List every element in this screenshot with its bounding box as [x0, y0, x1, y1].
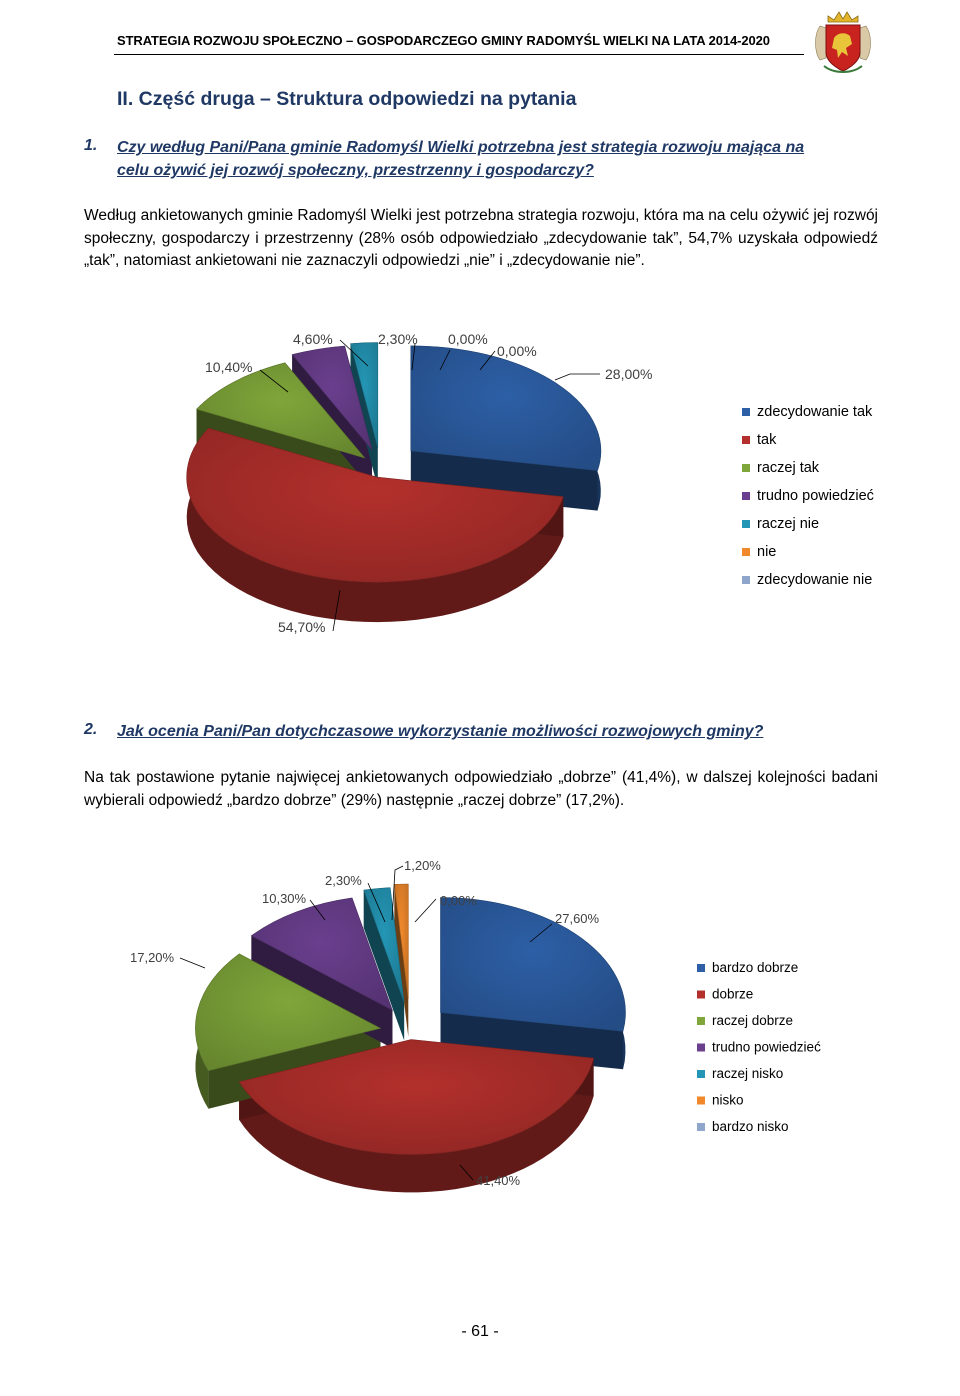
header-divider [114, 54, 804, 55]
chart-1-legend-item: zdecydowanie nie [757, 572, 873, 588]
chart-2-legend-swatch [697, 1123, 705, 1131]
chart-1-data-label: 0,00% [448, 331, 488, 347]
chart-1-legend-item: raczej tak [757, 460, 820, 476]
question-1-paragraph: Według ankietowanych gminie Radomyśl Wielki jest potrzebna strategia rozwoju, która ma na celu ożywić jej rozwój społeczny, gospodarczy i przestrzenny (28% osób odpowiedziało „zdecydowanie tak”, 54,7% uzyskała odpowiedź „tak”, natomiast ankietowani nie zaznaczyli odpowiedzi „nie” i „zdecydowanie nie”. [84, 207, 879, 269]
chart-1-data-label: 0,00% [497, 343, 537, 359]
page-number: - 61 - [461, 1323, 499, 1340]
chart-2-legend-item: bardzo nisko [712, 1119, 789, 1134]
question-1-number: 1. [84, 137, 98, 154]
chart-2-data-label: 17,20% [130, 950, 175, 965]
chart-1-slice-zdecydowanie-tak [411, 346, 601, 471]
chart-2-legend-item: trudno powiedzieć [712, 1039, 821, 1055]
chart-1-data-label: 4,60% [293, 331, 333, 347]
chart-2-legend-item: bardzo dobrze [712, 960, 799, 975]
chart-1-legend-swatch [742, 520, 750, 528]
chart-1-data-label: 54,70% [278, 619, 326, 635]
chart-2-legend-swatch [697, 1070, 705, 1078]
chart-2-data-label: 2,30% [325, 873, 362, 888]
chart-2-data-label: 10,30% [262, 891, 307, 906]
chart-1-legend-item: nie [757, 544, 777, 560]
chart-2-legend-item: dobrze [712, 986, 754, 1002]
chart-1-legend-swatch [742, 436, 750, 444]
chart-1-legend-item: tak [757, 432, 777, 448]
chart-2-legend-swatch [697, 1044, 705, 1052]
chart-2-legend-swatch [697, 991, 705, 999]
chart-1 [150, 320, 910, 650]
chart-2-legend-item: nisko [712, 1092, 744, 1108]
chart-2-legend-swatch [697, 1017, 705, 1025]
chart-2-legend-item: raczej nisko [712, 1066, 784, 1081]
chart-2-data-label: 1,20% [404, 858, 441, 873]
chart-2-legend-item: raczej dobrze [712, 1013, 794, 1028]
chart-2-data-label: 0,00% [440, 893, 477, 908]
chart-1-legend-swatch [742, 548, 750, 556]
question-2-paragraph: Na tak postawione pytanie najwięcej ankietowanych odpowiedziało „dobrze” (41,4%), w dalszej kolejności badani wybierali odpowiedź „bardzo dobrze” (29%) następnie „raczej dobrze” (17,2%). [84, 769, 878, 809]
document-header-title: STRATEGIA ROZWOJU SPOŁECZNO – GOSPODARCZEGO GMINY RADOMYŚL WIELKI NA LATA 2014-2020 [117, 33, 770, 48]
chart-1-legend-swatch [742, 408, 750, 416]
question-1-text-line1: Czy według Pani/Pana gminie Radomyśl Wielki potrzebna jest strategia rozwoju mająca na [117, 139, 805, 156]
chart-2-leader-line [415, 899, 436, 922]
coat-of-arms-logo [812, 8, 874, 78]
chart-1-data-label: 28,00% [605, 366, 653, 382]
chart-1-legend [742, 404, 874, 588]
chart-2-data-label: 41,40% [476, 1173, 521, 1188]
chart-2-data-label: 27,60% [555, 911, 600, 926]
chart-2 [110, 850, 870, 1200]
question-2-text: Jak ocenia Pani/Pan dotychczasowe wykorzystanie możliwości rozwojowych gminy? [117, 723, 764, 740]
chart-1-data-label: 2,30% [378, 331, 418, 347]
chart-2-legend [697, 960, 821, 1134]
chart-2-leader-line [180, 958, 205, 968]
chart-1-legend-swatch [742, 492, 750, 500]
chart-1-legend-item: zdecydowanie tak [757, 404, 873, 420]
chart-1-leader-line [555, 374, 600, 380]
question-1-text-line2: celu ożywić jej rozwój społeczny, przestrzenny i gospodarczy? [117, 162, 594, 179]
chart-1-data-label: 10,40% [205, 359, 253, 375]
chart-2-legend-swatch [697, 1097, 705, 1105]
chart-2-legend-swatch [697, 964, 705, 972]
chart-1-legend-item: trudno powiedzieć [757, 488, 874, 504]
chart-1-legend-swatch [742, 576, 750, 584]
chart-1-legend-swatch [742, 464, 750, 472]
chart-1-legend-item: raczej nie [757, 516, 820, 532]
question-2-number: 2. [84, 721, 98, 738]
section-title: II. Część druga – Struktura odpowiedzi na pytania [117, 88, 577, 110]
